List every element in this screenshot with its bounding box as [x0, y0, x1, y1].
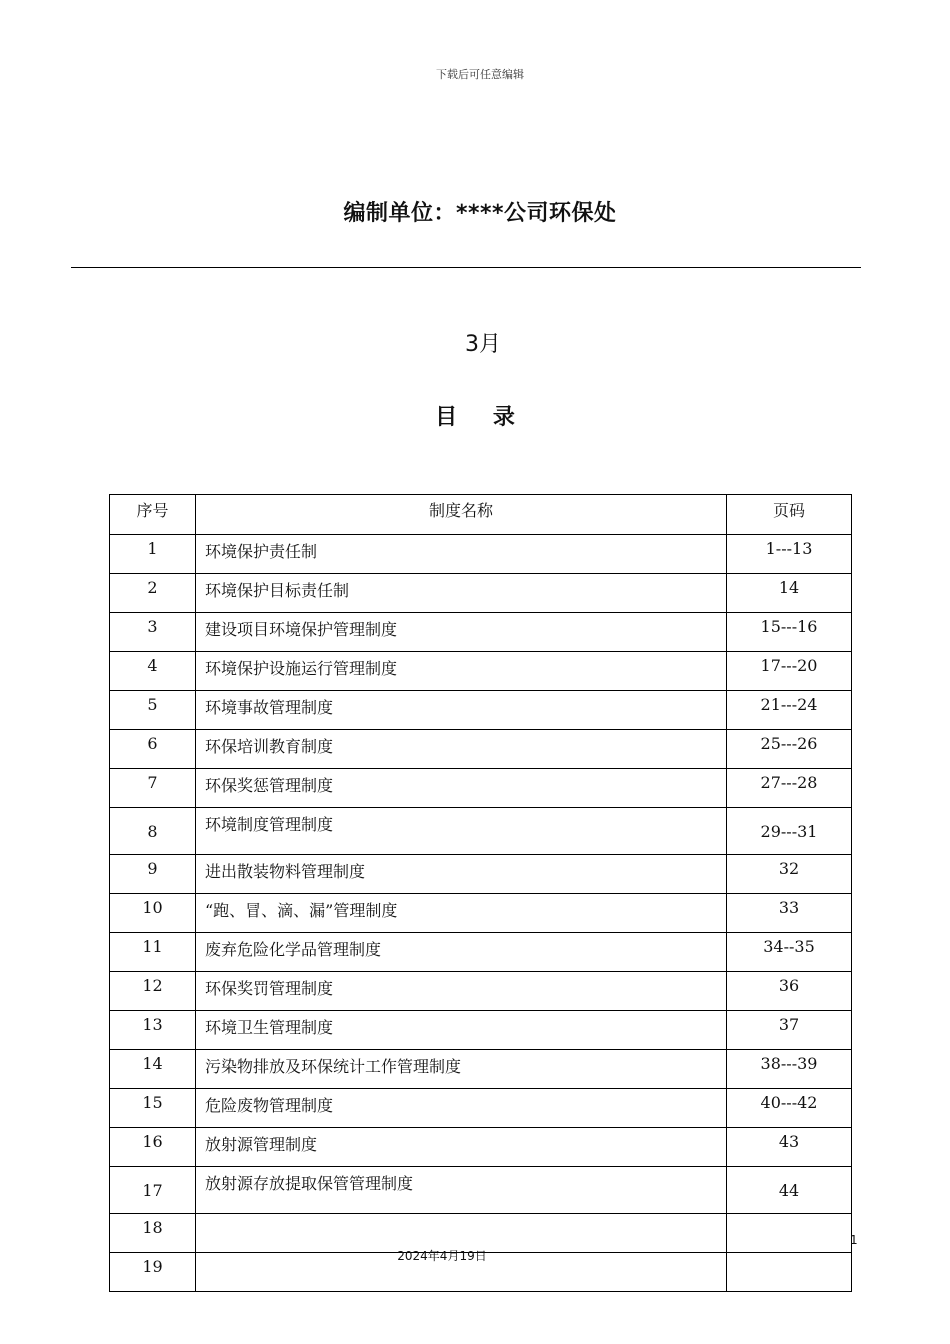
row-number: 8 — [110, 808, 196, 855]
row-pages: 29---31 — [727, 808, 852, 855]
toc-title: 目 录 — [435, 405, 529, 430]
row-name: 环境保护目标责任制 — [196, 574, 727, 613]
table-row — [110, 691, 852, 730]
row-number: 16 — [110, 1128, 196, 1167]
header-note: 下载后可任意编辑 — [436, 68, 524, 81]
row-name: 污染物排放及环保统计工作管理制度 — [196, 1050, 727, 1089]
row-number: 11 — [110, 933, 196, 972]
row-pages: 32 — [727, 855, 852, 894]
row-pages: 43 — [727, 1128, 852, 1167]
table-row — [110, 769, 852, 808]
table-row — [110, 1050, 852, 1089]
toc-header-row — [110, 495, 852, 535]
table-row — [110, 1011, 852, 1050]
row-number: 15 — [110, 1089, 196, 1128]
footer-date: 2024年4月19日 — [397, 1249, 487, 1263]
row-name: 放射源存放提取保管管理制度 — [196, 1167, 727, 1214]
row-name: 环境保护设施运行管理制度 — [196, 652, 727, 691]
table-row — [110, 933, 852, 972]
table-row — [110, 574, 852, 613]
row-pages: 40---42 — [727, 1089, 852, 1128]
row-pages: 14 — [727, 574, 852, 613]
row-name: 环境事故管理制度 — [196, 691, 727, 730]
row-pages: 34--35 — [727, 933, 852, 972]
header-name: 制度名称 — [196, 495, 727, 535]
row-pages: 15---16 — [727, 613, 852, 652]
row-name: 放射源管理制度 — [196, 1128, 727, 1167]
row-pages: 38---39 — [727, 1050, 852, 1089]
row-number: 12 — [110, 972, 196, 1011]
row-pages: 25---26 — [727, 730, 852, 769]
row-number: 3 — [110, 613, 196, 652]
row-pages: 21---24 — [727, 691, 852, 730]
row-name: 环境卫生管理制度 — [196, 1011, 727, 1050]
row-name: 进出散装物料管理制度 — [196, 855, 727, 894]
row-number: 17 — [110, 1167, 196, 1214]
row-pages: 37 — [727, 1011, 852, 1050]
compiling-unit: 编制单位：****公司环保处 — [343, 201, 617, 226]
table-row — [110, 1167, 852, 1214]
row-number: 19 — [110, 1253, 196, 1292]
row-pages: 17---20 — [727, 652, 852, 691]
table-row — [110, 1089, 852, 1128]
row-name: 环保培训教育制度 — [196, 730, 727, 769]
row-number: 4 — [110, 652, 196, 691]
table-row — [110, 855, 852, 894]
toc-table — [109, 494, 852, 1292]
row-name: 环境制度管理制度 — [196, 808, 727, 855]
table-row — [110, 652, 852, 691]
row-pages: 27---28 — [727, 769, 852, 808]
row-number: 14 — [110, 1050, 196, 1089]
month-label: 3月 — [465, 332, 501, 357]
row-number: 18 — [110, 1214, 196, 1253]
table-row — [110, 894, 852, 933]
row-number: 9 — [110, 855, 196, 894]
row-pages: 1---13 — [727, 535, 852, 574]
table-row — [110, 535, 852, 574]
row-number: 13 — [110, 1011, 196, 1050]
row-pages: 33 — [727, 894, 852, 933]
table-row — [110, 613, 852, 652]
row-name: 危险废物管理制度 — [196, 1089, 727, 1128]
row-number: 7 — [110, 769, 196, 808]
row-number: 2 — [110, 574, 196, 613]
row-number: 10 — [110, 894, 196, 933]
row-number: 5 — [110, 691, 196, 730]
row-name: 环保奖罚管理制度 — [196, 972, 727, 1011]
row-pages: 36 — [727, 972, 852, 1011]
header-number: 序号 — [110, 495, 196, 535]
row-name: 环保奖惩管理制度 — [196, 769, 727, 808]
row-number: 1 — [110, 535, 196, 574]
row-pages: 44 — [727, 1167, 852, 1214]
horizontal-rule — [71, 267, 861, 268]
table-row — [110, 972, 852, 1011]
table-row — [110, 730, 852, 769]
row-number: 6 — [110, 730, 196, 769]
header-pages: 页码 — [727, 495, 852, 535]
row-name: 建设项目环境保护管理制度 — [196, 613, 727, 652]
row-name: 废弃危险化学品管理制度 — [196, 933, 727, 972]
row-name: 环境保护责任制 — [196, 535, 727, 574]
table-row — [110, 808, 852, 855]
table-row — [110, 1128, 852, 1167]
row-name: “跑、冒、滴、漏”管理制度 — [196, 894, 727, 933]
page-number: 1 — [850, 1233, 858, 1247]
